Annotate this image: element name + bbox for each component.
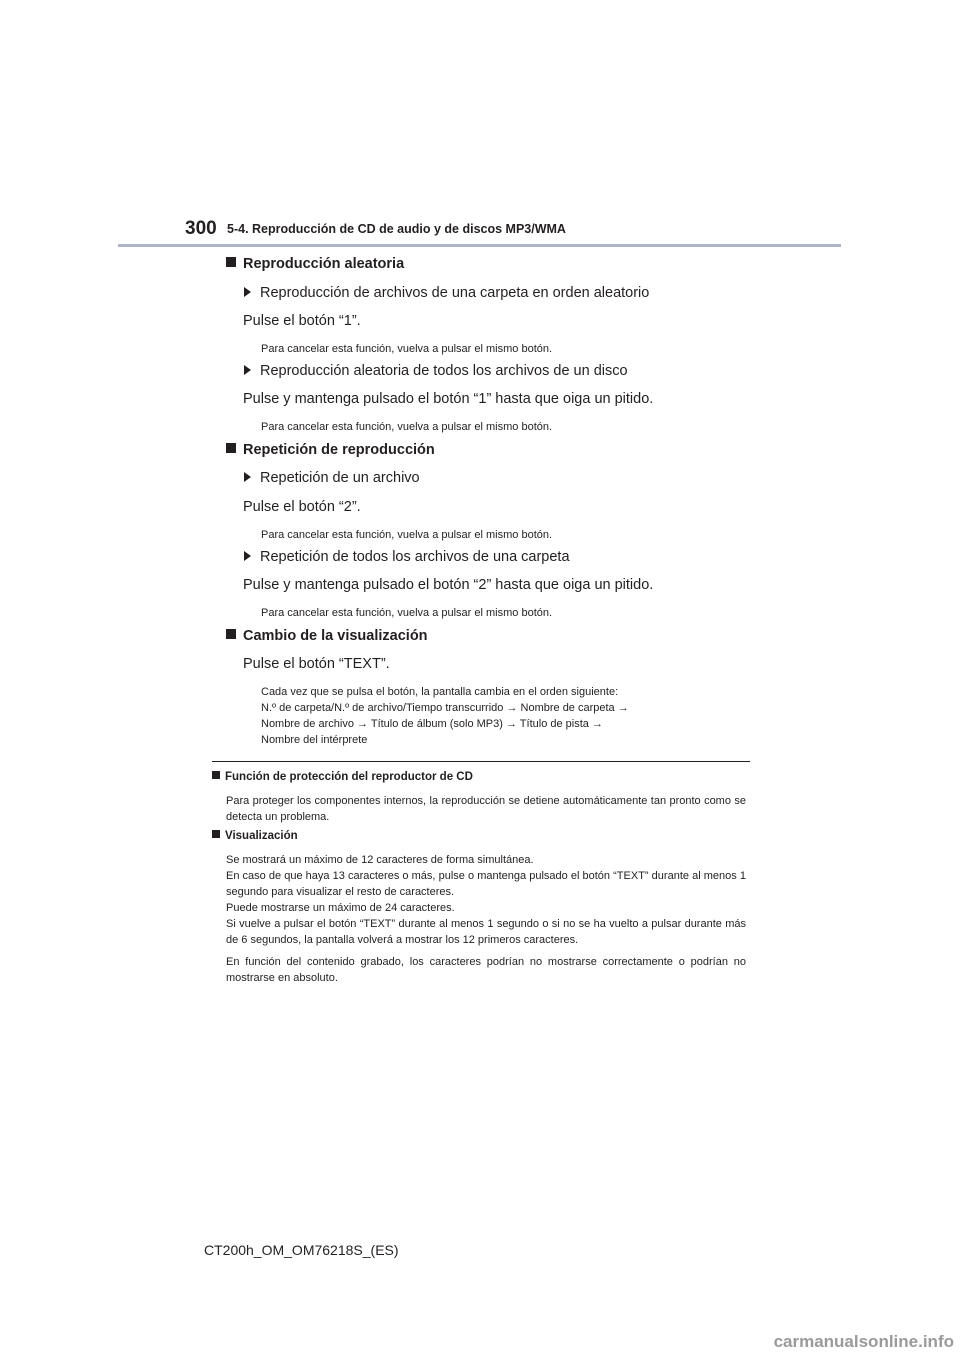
subitem-label: Repetición de todos los archivos de una carpeta: [260, 549, 570, 565]
section-heading-display: [226, 628, 428, 644]
section-title-repeat: Repetición de reproducción: [243, 442, 435, 458]
note-paragraph: Para proteger los componentes internos, la reproducción se detiene automáticamente tan pronto como se detecta un problema.: [226, 795, 746, 823]
note-title-visualization: [212, 830, 298, 842]
note-body-visualization: [226, 852, 746, 986]
instruction-text: Pulse el botón “1”.: [243, 313, 361, 329]
subitem-label: Repetición de un archivo: [260, 470, 420, 486]
subitem-repeat-file: [244, 470, 420, 486]
triangle-bullet-icon: [244, 287, 251, 297]
triangle-bullet-icon: [244, 365, 251, 375]
display-order-line: Cada vez que se pulsa el botón, la pantalla cambia en el orden siguiente:: [261, 686, 619, 698]
subitem-label: Reproducción de archivos de una carpeta en orden aleatorio: [260, 285, 650, 301]
section-title-random: Reproducción aleatoria: [243, 256, 405, 272]
note-title-text: Función de protección del reproductor de CD: [225, 771, 473, 783]
note-body-protection: [226, 793, 746, 825]
square-bullet-icon: [226, 443, 236, 453]
document-code: CT200h_OM_OM76218S_(ES): [204, 1242, 399, 1258]
display-order-line: Nombre del intérprete: [261, 734, 368, 746]
chapter-title: 5-4. Reproducción de CD de audio y de discos MP3/WMA: [227, 222, 566, 236]
instruction-text: Pulse y mantenga pulsado el botón “2” hasta que oiga un pitido.: [243, 577, 654, 593]
instruction-text: Pulse el botón “TEXT”.: [243, 656, 390, 672]
section-heading-repeat: [226, 442, 435, 458]
cancel-note: Para cancelar esta función, vuelva a pulsar el mismo botón.: [261, 607, 553, 619]
note-line: Puede mostrarse un máximo de 24 caracteres.: [226, 902, 455, 914]
header-rule: [118, 244, 841, 247]
cancel-note: Para cancelar esta función, vuelva a pulsar el mismo botón.: [261, 343, 553, 355]
instruction-text: Pulse y mantenga pulsado el botón “1” hasta que oiga un pitido.: [243, 391, 654, 407]
cancel-note: Para cancelar esta función, vuelva a pulsar el mismo botón.: [261, 421, 553, 433]
note-line: Si vuelve a pulsar el botón “TEXT” durante al menos 1 segundo o si no se ha vuelto a pulsar durante más de 6 segundos, la pantalla volverá a mostrar los 12 primeros caracteres.: [226, 918, 746, 946]
subitem-random-folder: [244, 285, 649, 301]
cancel-note: Para cancelar esta función, vuelva a pulsar el mismo botón.: [261, 529, 553, 541]
page-number: 300: [185, 218, 217, 239]
instruction-text: Pulse el botón “2”.: [243, 499, 361, 515]
square-bullet-icon: [212, 771, 220, 779]
notes-divider: [212, 761, 750, 762]
square-bullet-icon: [212, 830, 220, 838]
note-line: En caso de que haya 13 caracteres o más, pulse o mantenga pulsado el botón “TEXT” durante al menos 1 segundo para visualizar el resto de caracteres.: [226, 870, 746, 898]
note-paragraph: En función del contenido grabado, los caracteres podrían no mostrarse correctamente o podrían no mostrarse en absoluto.: [226, 956, 746, 984]
subitem-label: Reproducción aleatoria de todos los archivos de un disco: [260, 363, 628, 379]
triangle-bullet-icon: [244, 472, 251, 482]
note-title-text: Visualización: [225, 830, 298, 842]
note-title-protection: [212, 771, 473, 783]
watermark: carmanualsonline.info: [773, 1332, 954, 1351]
note-line: Se mostrará un máximo de 12 caracteres de forma simultánea.: [226, 854, 534, 866]
section-title-display: Cambio de la visualización: [243, 628, 428, 644]
square-bullet-icon: [226, 629, 236, 639]
display-order-line: Nombre de archivo → Título de álbum (solo MP3) → Título de pista →: [261, 718, 603, 730]
display-order-line: N.º de carpeta/N.º de archivo/Tiempo transcurrido → Nombre de carpeta →: [261, 702, 629, 714]
display-order-text: [261, 684, 629, 748]
section-heading-random: [226, 256, 404, 272]
triangle-bullet-icon: [244, 551, 251, 561]
page-header: [185, 218, 841, 248]
square-bullet-icon: [226, 257, 236, 267]
subitem-repeat-folder: [244, 549, 570, 565]
subitem-random-disc: [244, 363, 628, 379]
